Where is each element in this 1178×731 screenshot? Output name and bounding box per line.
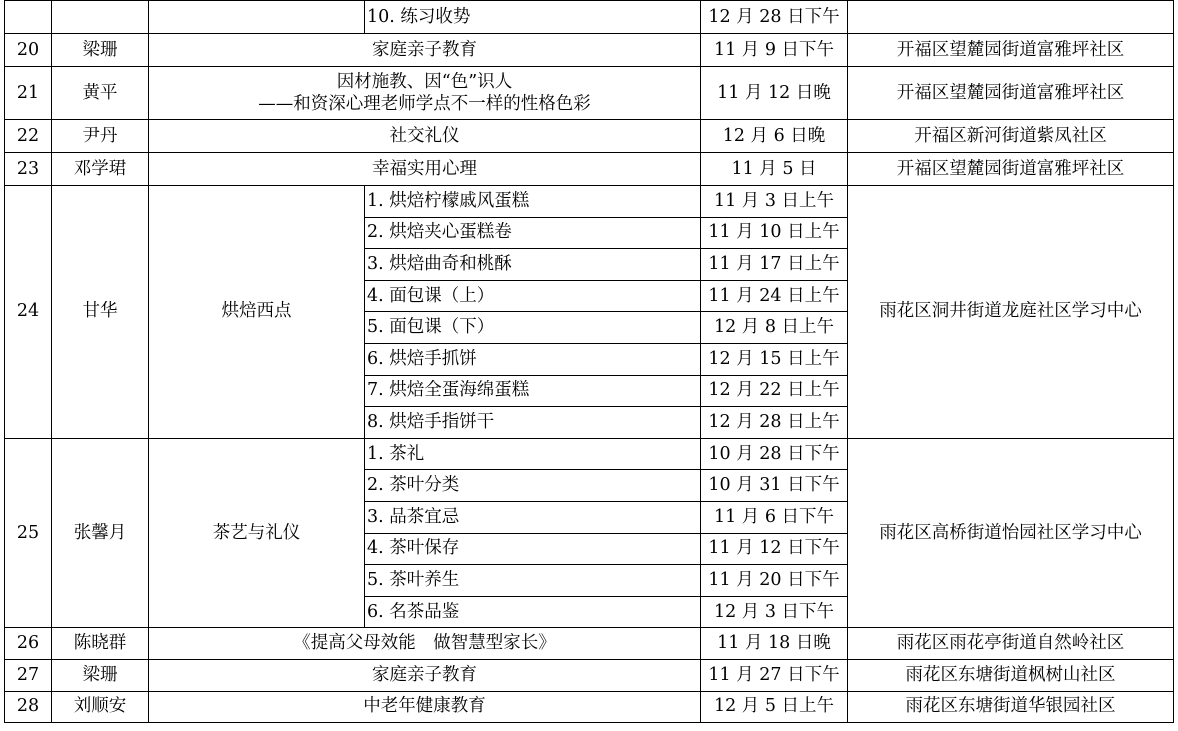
- session-topic: 6. 烘焙手抓饼: [365, 343, 701, 375]
- table-row: [5, 153, 1174, 186]
- session-topic: 7. 烘焙全蛋海绵蛋糕: [365, 375, 701, 407]
- row-number: 22: [5, 120, 52, 153]
- location: 开福区望麓园街道富雅坪社区: [848, 34, 1174, 67]
- table-row: [5, 67, 1174, 120]
- course-title: 中老年健康教育: [149, 691, 701, 723]
- session-time: 11 月 18 日晚: [701, 628, 848, 660]
- location: 雨花区东塘街道华银园社区: [848, 691, 1174, 723]
- session-topic: 2. 烘焙夹心蛋糕卷: [365, 217, 701, 249]
- table-row: [5, 438, 1174, 470]
- session-time: 11 月 9 日下午: [701, 34, 848, 67]
- teacher-name: 邓学珺: [52, 153, 149, 186]
- session-time: 12 月 6 日晚: [701, 120, 848, 153]
- session-topic: 2. 茶叶分类: [365, 470, 701, 502]
- session-time: 11 月 20 日下午: [701, 565, 848, 597]
- course-title: 茶艺与礼仪: [149, 438, 365, 628]
- location: 雨花区雨花亭街道自然岭社区: [848, 628, 1174, 660]
- session-time: 10 月 28 日下午: [701, 438, 848, 470]
- row-number: 23: [5, 153, 52, 186]
- teacher-name: 尹丹: [52, 120, 149, 153]
- teacher-name: 梁珊: [52, 34, 149, 67]
- session-time: 12 月 28 日下午: [701, 1, 848, 34]
- session-time: 12 月 28 日上午: [701, 407, 848, 439]
- session-time: 12 月 5 日上午: [701, 691, 848, 723]
- row-number: 25: [5, 438, 52, 628]
- session-topic: 5. 面包课（下）: [365, 312, 701, 344]
- row-number: 27: [5, 659, 52, 691]
- table-row: [5, 186, 1174, 218]
- teacher-name: 梁珊: [52, 659, 149, 691]
- session-time: 11 月 27 日下午: [701, 659, 848, 691]
- schedule-table: [4, 0, 1174, 723]
- course-title: [149, 67, 701, 120]
- session-topic: 10. 练习收势: [365, 1, 701, 34]
- location: 雨花区东塘街道枫树山社区: [848, 659, 1174, 691]
- course-title: 社交礼仪: [149, 120, 701, 153]
- course-title-line2: ——和资深心理老师学点不一样的性格色彩: [258, 94, 591, 114]
- session-time: 12 月 8 日上午: [701, 312, 848, 344]
- teacher-name: 刘顺安: [52, 691, 149, 723]
- session-time: 11 月 12 日下午: [701, 533, 848, 565]
- session-time: 11 月 3 日上午: [701, 186, 848, 218]
- session-time: 10 月 31 日下午: [701, 470, 848, 502]
- session-time: 11 月 6 日下午: [701, 501, 848, 533]
- location: 开福区新河街道紫凤社区: [848, 120, 1174, 153]
- session-topic: 4. 面包课（上）: [365, 280, 701, 312]
- table-row: [5, 120, 1174, 153]
- location: 雨花区洞井街道龙庭社区学习中心: [848, 186, 1174, 439]
- table-row: [5, 659, 1174, 691]
- session-time: 11 月 17 日上午: [701, 249, 848, 281]
- session-topic: 3. 品茶宜忌: [365, 501, 701, 533]
- course-title-line1: 因材施教、因“色”识人: [336, 72, 513, 92]
- session-time: 12 月 22 日上午: [701, 375, 848, 407]
- session-topic: 1. 茶礼: [365, 438, 701, 470]
- row-number: 28: [5, 691, 52, 723]
- session-topic: 8. 烘焙手指饼干: [365, 407, 701, 439]
- course-title: 家庭亲子教育: [149, 659, 701, 691]
- teacher-name: [52, 1, 149, 34]
- session-time: 11 月 5 日: [701, 153, 848, 186]
- session-time: 12 月 3 日下午: [701, 596, 848, 628]
- session-topic: 6. 名茶品鉴: [365, 596, 701, 628]
- session-time: 11 月 12 日晚: [701, 67, 848, 120]
- session-topic: 4. 茶叶保存: [365, 533, 701, 565]
- location: 雨花区高桥街道怡园社区学习中心: [848, 438, 1174, 628]
- teacher-name: 张馨月: [52, 438, 149, 628]
- table-row: [5, 34, 1174, 67]
- session-topic: 3. 烘焙曲奇和桃酥: [365, 249, 701, 281]
- row-number: [5, 1, 52, 34]
- course-title: 烘焙西点: [149, 186, 365, 439]
- table-row: [5, 691, 1174, 723]
- session-topic: 5. 茶叶养生: [365, 565, 701, 597]
- course-title: [149, 1, 365, 34]
- location: 开福区望麓园街道富雅坪社区: [848, 67, 1174, 120]
- table-row: [5, 628, 1174, 660]
- course-title: 幸福实用心理: [149, 153, 701, 186]
- teacher-name: 陈晓群: [52, 628, 149, 660]
- row-number: 24: [5, 186, 52, 439]
- row-number: 21: [5, 67, 52, 120]
- table-row: [5, 1, 1174, 34]
- session-time: 11 月 24 日上午: [701, 280, 848, 312]
- teacher-name: 甘华: [52, 186, 149, 439]
- course-title: 《提高父母效能 做智慧型家长》: [149, 628, 701, 660]
- session-time: 11 月 10 日上午: [701, 217, 848, 249]
- session-time: 12 月 15 日上午: [701, 343, 848, 375]
- session-topic: 1. 烘焙柠檬戚风蛋糕: [365, 186, 701, 218]
- course-title: 家庭亲子教育: [149, 34, 701, 67]
- location: [848, 1, 1174, 34]
- teacher-name: 黄平: [52, 67, 149, 120]
- row-number: 26: [5, 628, 52, 660]
- location: 开福区望麓园街道富雅坪社区: [848, 153, 1174, 186]
- row-number: 20: [5, 34, 52, 67]
